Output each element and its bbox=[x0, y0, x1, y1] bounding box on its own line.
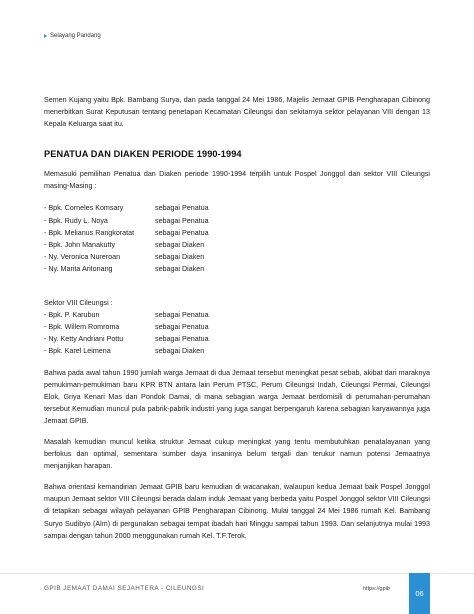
triangle-bullet-icon bbox=[44, 34, 47, 38]
list-item bbox=[44, 333, 430, 345]
list-item bbox=[44, 309, 430, 321]
footer-church-name: GPIB JEMAAT DAMAI SEJAHTERA - CILEUNGSI bbox=[44, 585, 205, 592]
sektor-label: Sektor VIII Cileungsi : bbox=[44, 299, 113, 308]
officer-name: - Bpk. Karel Leimena bbox=[44, 347, 111, 356]
officer-role: sebagai Penatua bbox=[155, 228, 209, 237]
jonggol-officer-list bbox=[44, 202, 430, 275]
officer-role: sebagai Penatua bbox=[155, 335, 209, 344]
officer-role: sebagai Penatua bbox=[155, 311, 209, 320]
spacer bbox=[44, 427, 430, 436]
officer-role: sebagai Penatua bbox=[155, 204, 209, 213]
officer-name: - Bpk. Corneles Komsary bbox=[44, 204, 124, 213]
officer-role: sebagai Diaken bbox=[155, 264, 205, 273]
officer-name: - Bpk. Rudy L. Noya bbox=[44, 216, 108, 225]
spacer bbox=[44, 358, 430, 367]
officer-name: - Bpk. P. Karubun bbox=[44, 311, 100, 320]
section-header bbox=[44, 33, 101, 39]
page-footer bbox=[0, 573, 474, 614]
footer-url: https://gpib bbox=[363, 586, 390, 592]
officer-name: - Bpk. Melianus Rangkoratat bbox=[44, 228, 135, 237]
list-item bbox=[44, 345, 430, 357]
page-number: 06 bbox=[415, 589, 424, 598]
list-item bbox=[44, 239, 430, 251]
officer-role: sebagai Penatua bbox=[155, 323, 209, 332]
list-item bbox=[44, 321, 430, 333]
officer-role: sebagai Diaken bbox=[155, 347, 205, 356]
officer-role: sebagai Diaken bbox=[155, 252, 205, 261]
paragraph-growth: Bahwa pada awal tahun 1990 jumlah warga Jemaat di dua Jemaat tersebut meningkat pesat sebab, akibat dari maraknya pemukiman-pemukiman baru KPR BTN antara lain Perum PTSC, Perum Cileungsi Indah, Cileungsi Permai, Cileungsi Elok, Griya Kenari Mas dan Pondok Damai, di mana sebagian warga Jemaat berdomisili di perumahan-perumahan tersebut Kemudian muncul pula pabrik-pabrik industri yang juga sangat berpengaruh karena sebagian karyawannya juga Jemaat GPIB. bbox=[44, 368, 430, 425]
paragraph-problem: Masalah kemudian muncul ketika struktur Jemaat cukup meningkat yang tentu membutuhkan penatalayanan yang berfokus dan optimal, sementara sumber daya insaninya belum tergali dan terukur namun potensi Jemaatnya menjanjikan harapan. bbox=[44, 437, 430, 471]
paragraph-orientation: Bahwa orientasi kemandirian Jemaat GPIB baru kemudian di wacanakan, walaupun kedua Jemaat baik Pospel Jonggol maupun Jemaat sektor VIII Cileungsi berada dalam induk Jemaat yang berbeda yaitu Pospel Jonggol sektor VIII Cileungsi di tetapkan sebagai wilayah pelayanan GPIB Pengharapan Cibinong. Mulai tanggal 24 Mei 1986 rumah Kel. Bambang Suryo Sudibyo (Alm) di pergunakan sebagai tempat ibadah hari Minggu sampai tahun 1993. Dan selanjutnya mulai 1993 sampai dengan tahun 2000 menggunakan rumah Kel. T.F.Terok. bbox=[44, 483, 430, 540]
page-number-badge bbox=[409, 573, 430, 614]
cileungsi-officer-list bbox=[44, 309, 430, 357]
main-content bbox=[44, 94, 430, 542]
list-item bbox=[44, 215, 430, 227]
officer-name: - Bpk. Willem Romroma bbox=[44, 323, 120, 332]
list-item bbox=[44, 227, 430, 239]
list-item bbox=[44, 263, 430, 275]
section-label: Selayang Pandang bbox=[50, 33, 101, 39]
officer-name: - Ny. Veronica Nureroan bbox=[44, 252, 121, 261]
officer-role: sebagai Penatua bbox=[155, 216, 209, 225]
section-intro: Memasuki pemilihan Penatua dan Diaken periode 1990-1994 terpilih untuk Pospel Jonggol dan sektor VIII Cileungsi masing-Masing : bbox=[44, 170, 430, 191]
spacer bbox=[44, 472, 430, 481]
section-heading: PENATUA DAN DIAKEN PERIODE 1990-1994 bbox=[44, 149, 242, 160]
intro-paragraph: Semen Kujang yaitu Bpk. Bambang Surya, dan pada tanggal 24 Mei 1986, Majelis Jemaat GPIB Pengharapan Cibinong menerbitkan Surat Keputusan tentang penetapan Kecamatan Cileungsi dan sekitarnya sektor pelayanan VIII dengan 13 Kepala Keluarga saat itu. bbox=[44, 96, 430, 129]
spacer bbox=[44, 192, 430, 202]
officer-name: - Bpk. John Manakutty bbox=[44, 240, 116, 249]
officer-name: - Ny. Marita Aritonang bbox=[44, 264, 113, 273]
officer-name: - Ny. Ketty Andriani Pottu bbox=[44, 335, 124, 344]
spacer bbox=[44, 275, 430, 297]
list-item bbox=[44, 251, 430, 263]
officer-role: sebagai Diaken bbox=[155, 240, 205, 249]
list-item bbox=[44, 202, 430, 214]
